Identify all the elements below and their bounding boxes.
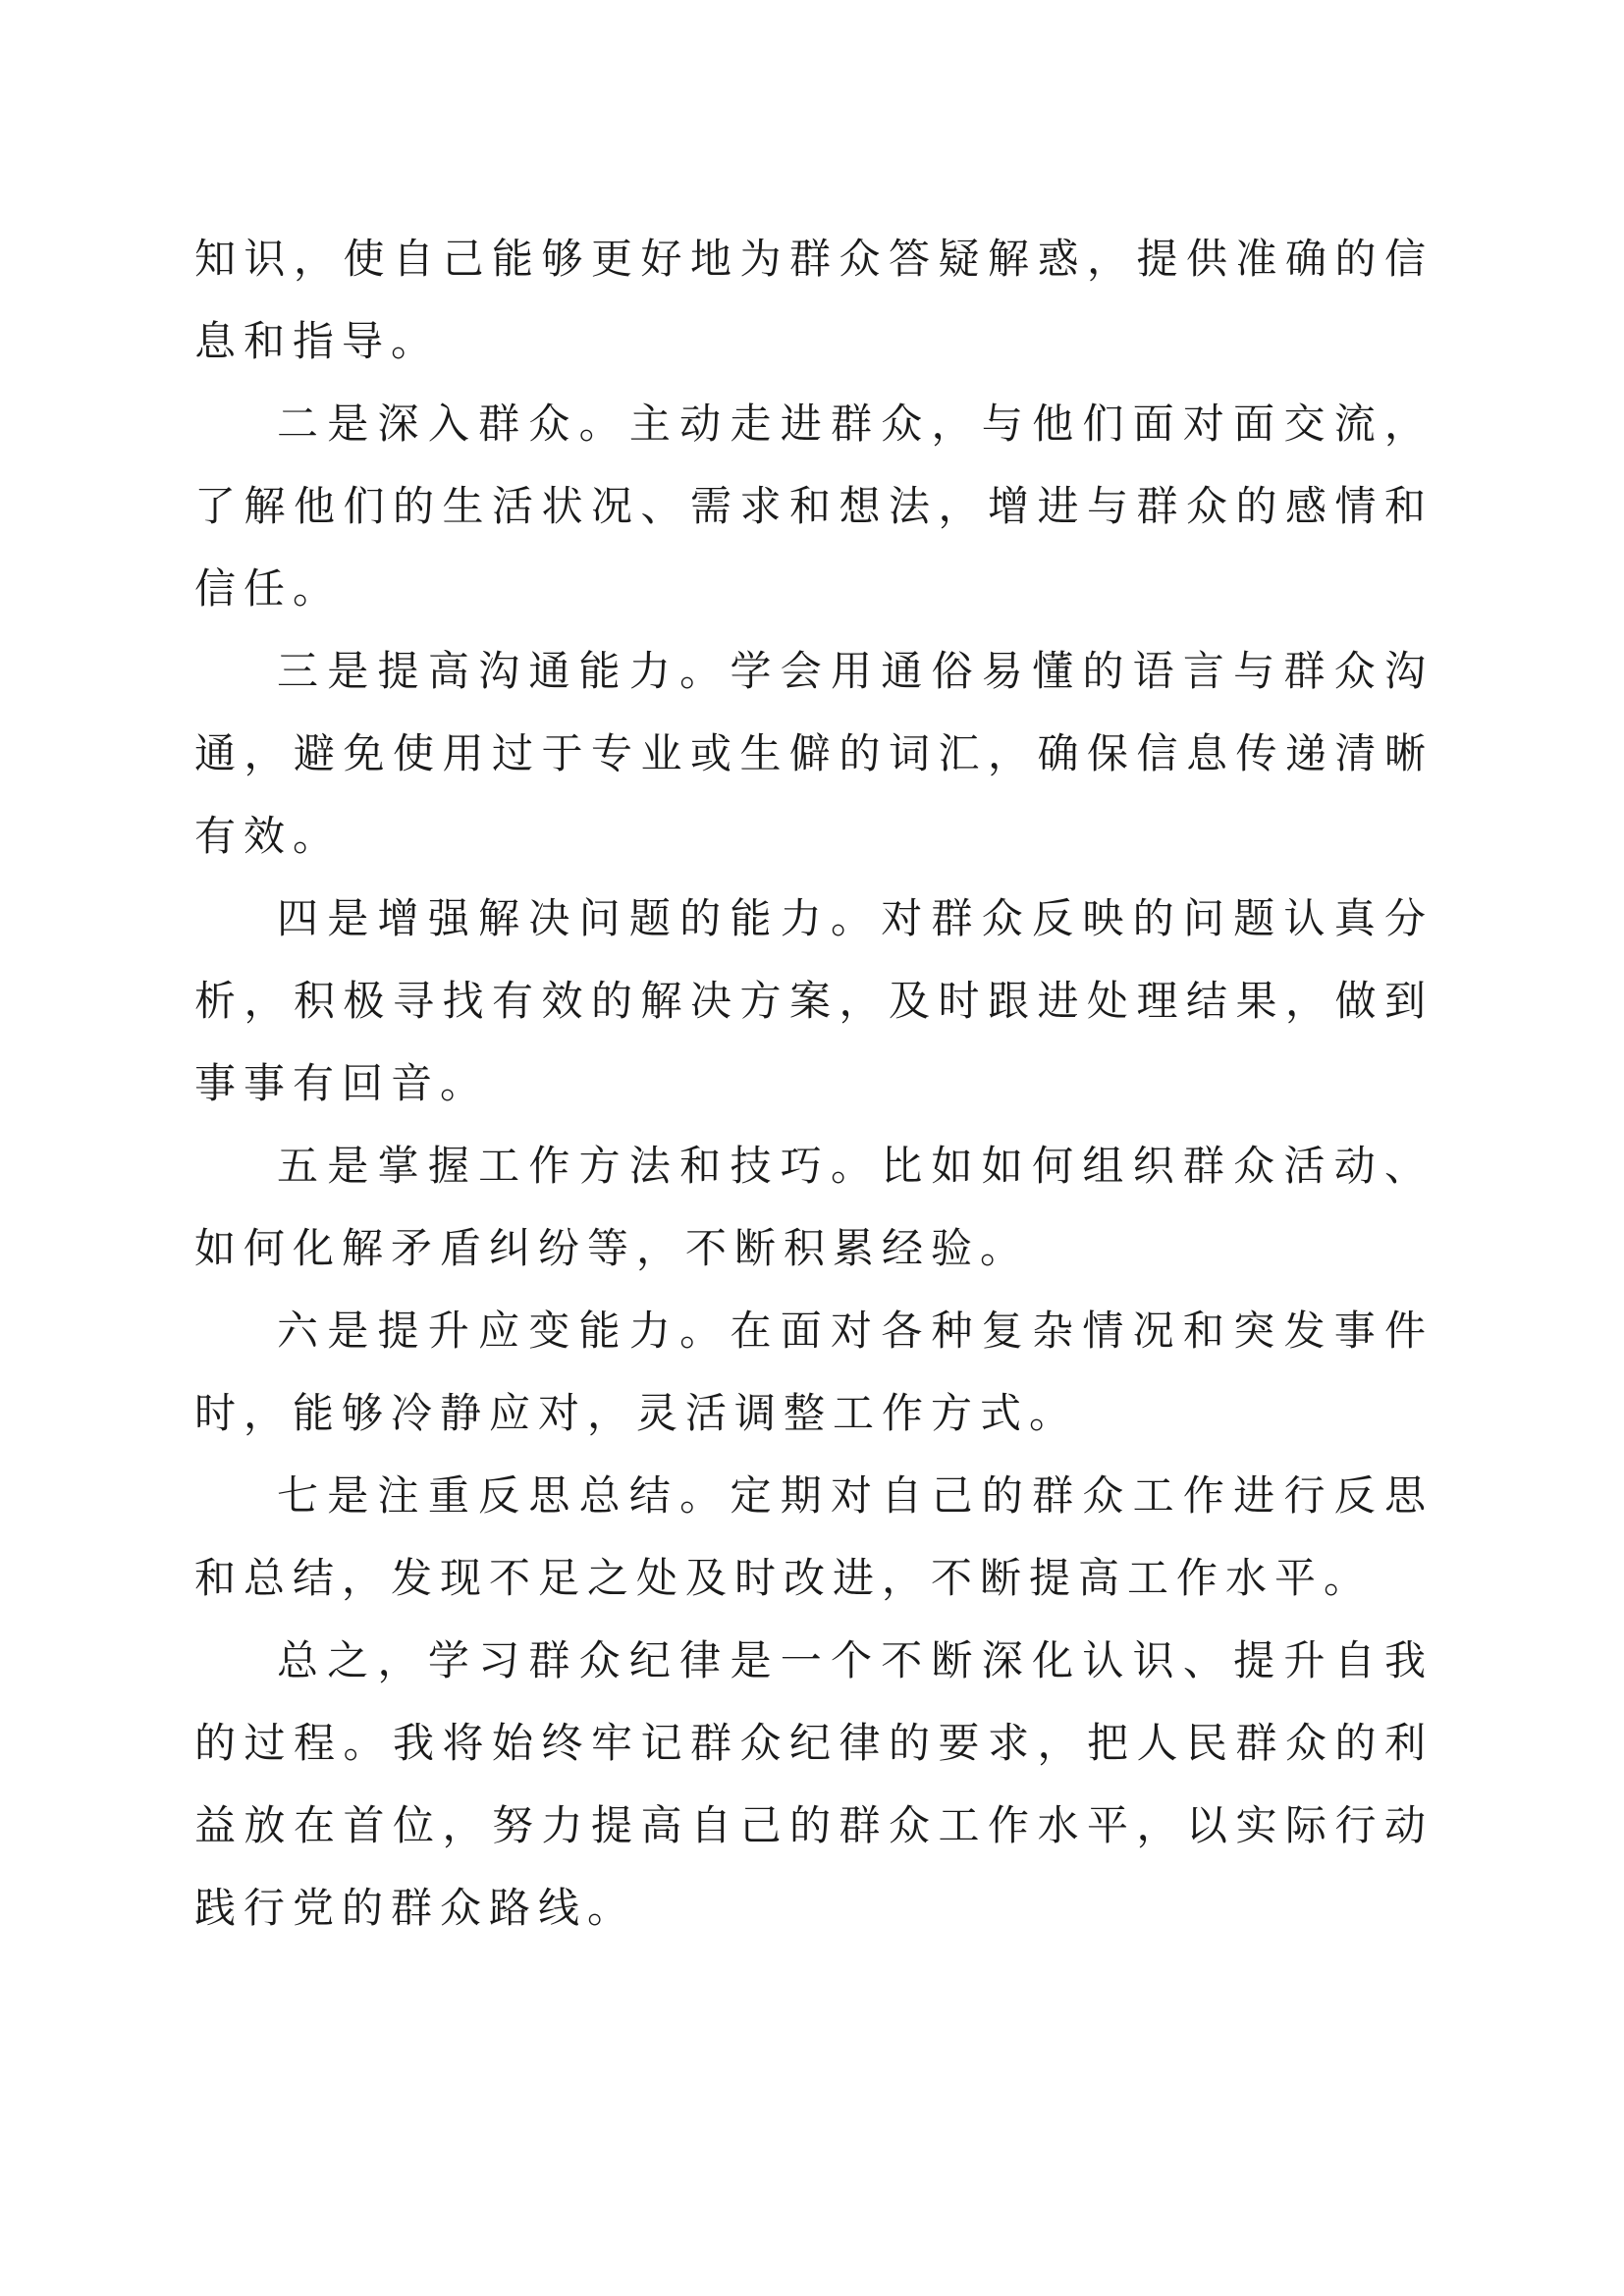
paragraph-point-five: 五是掌握工作方法和技巧。比如如何组织群众活动、如何化解矛盾纠纷等，不断积累经验。: [194, 1142, 1434, 1272]
paragraph-point-four: 四是增强解决问题的能力。对群众反映的问题认真分析，积极寻找有效的解决方案，及时跟进处理结果，做到事事有回音。: [194, 894, 1434, 1107]
document-body: [194, 218, 1434, 1949]
paragraph-point-seven: 七是注重反思总结。定期对自己的群众工作进行反思和总结，发现不足之处及时改进，不断提高工作水平。: [194, 1471, 1434, 1602]
paragraph-point-two: 二是深入群众。主动走进群众，与他们面对面交流，了解他们的生活状况、需求和想法，增进与群众的感情和信任。: [194, 400, 1434, 613]
paragraph-point-three: 三是提高沟通能力。学会用通俗易懂的语言与群众沟通，避免使用过于专业或生僻的词汇，确保信息传递清晰有效。: [194, 647, 1434, 860]
paragraph-continued: 知识，使自己能够更好地为群众答疑解惑，提供准确的信息和指导。: [194, 235, 1434, 365]
paragraph-conclusion: 总之，学习群众纪律是一个不断深化认识、提升自我的过程。我将始终牢记群众纪律的要求，把人民群众的利益放在首位，努力提高自己的群众工作水平，以实际行动践行党的群众路线。: [194, 1636, 1434, 1932]
paragraph-point-six: 六是提升应变能力。在面对各种复杂情况和突发事件时，能够冷静应对，灵活调整工作方式。: [194, 1307, 1434, 1437]
